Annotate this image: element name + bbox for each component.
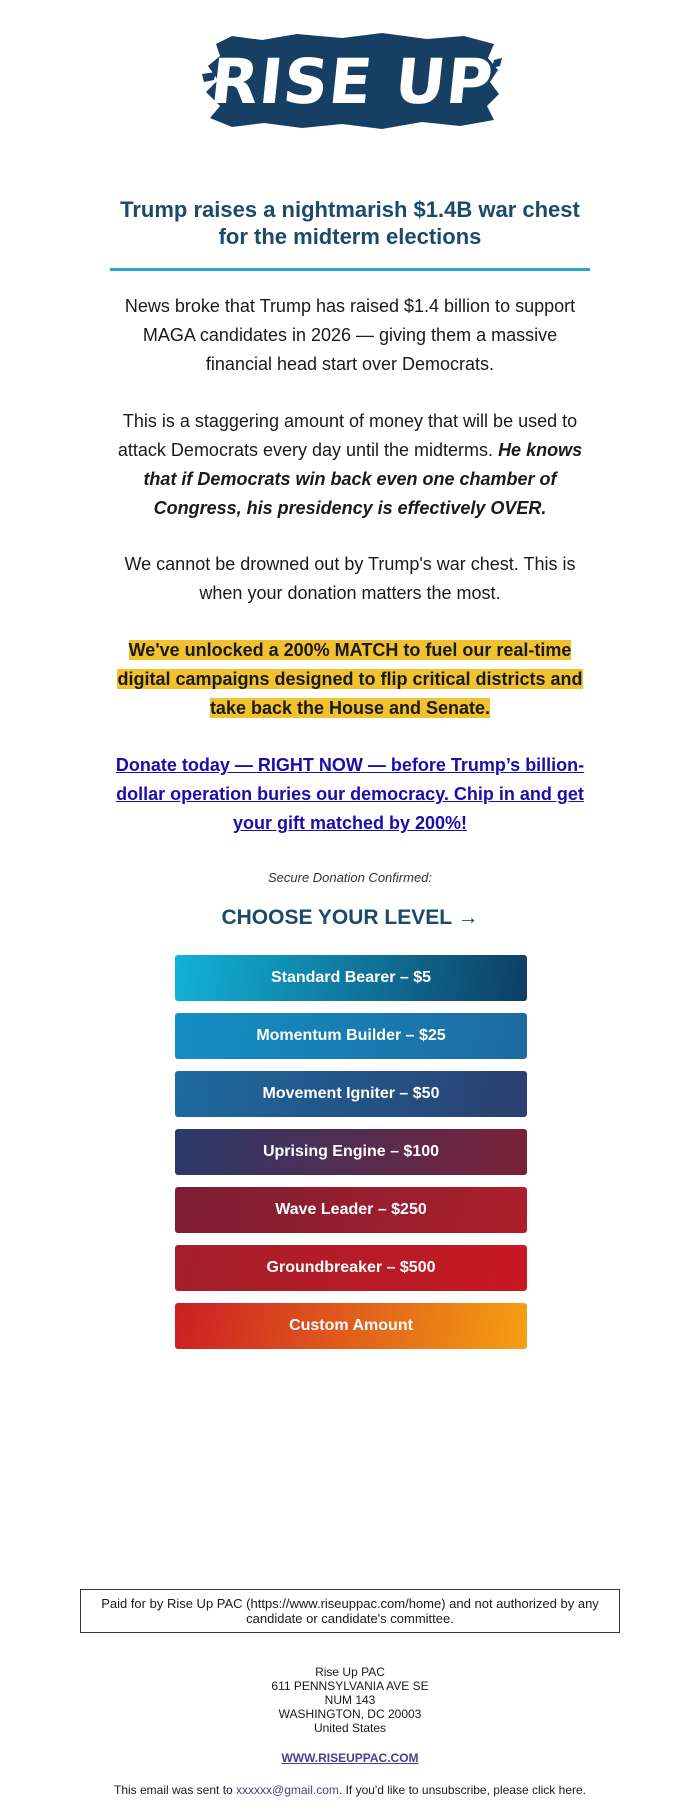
website-link-wrap — [110, 1751, 590, 1765]
choose-level-heading: CHOOSE YOUR LEVEL → — [221, 906, 479, 929]
paragraph-staggering — [110, 407, 590, 523]
address-line: NUM 143 — [324, 1693, 376, 1707]
paragraph-drowned-out: We cannot be drowned out by Trump's war chest. This is when your donation matters the most. — [124, 554, 576, 603]
website-link[interactable]: WWW.RISEUPPAC.COM — [281, 1751, 419, 1765]
match-highlight: We've unlocked a 200% MATCH to fuel our real-time digital campaigns designed to flip critical districts and take back the House and Senate. — [117, 640, 583, 718]
level-button-groundbreaker[interactable]: Groundbreaker – $500 — [175, 1245, 527, 1291]
paragraph-staggering-text: This is a staggering amount of money that will be used to attack Democrats every day until the midterms. — [117, 411, 578, 460]
address-line: Rise Up PAC — [315, 1665, 385, 1679]
level-button-uprising-engine[interactable]: Uprising Engine – $100 — [175, 1129, 527, 1175]
address-line: WASHINGTON, DC 20003 — [278, 1707, 422, 1721]
level-button-movement-igniter[interactable]: Movement Igniter – $50 — [175, 1071, 527, 1117]
logo-text: RISE UP — [207, 44, 497, 118]
paragraph-donate — [110, 751, 590, 838]
address-line: 611 PENNSYLVANIA AVE SE — [271, 1679, 429, 1693]
address-line: United States — [313, 1721, 387, 1735]
donation-levels — [175, 955, 527, 1361]
secure-donation-label: Secure Donation Confirmed: — [267, 870, 433, 885]
paragraph-match — [110, 636, 590, 723]
level-button-standard-bearer[interactable]: Standard Bearer – $5 — [175, 955, 527, 1001]
paragraph-emphasis: He knows that if Democrats win back even one chamber of Congress, his presidency is effectively OVER. — [143, 440, 583, 518]
recipient-email[interactable]: xxxxxx@gmail.com — [236, 1783, 339, 1797]
headline-divider — [110, 268, 590, 271]
headline: Trump raises a nightmarish $1.4B war chest for the midterm elections — [120, 197, 580, 249]
level-button-custom-amount[interactable]: Custom Amount — [175, 1303, 527, 1349]
unsubscribe-suffix[interactable]: . If you'd like to unsubscribe, please click here. — [338, 1783, 586, 1797]
paragraph-news: News broke that Trump has raised $1.4 billion to support MAGA candidates in 2026 — giving them a massive financial head start over Democrats. — [124, 296, 576, 374]
unsubscribe-notice — [60, 1783, 640, 1797]
paid-for-disclaimer: Paid for by Rise Up PAC (https://www.riseuppac.com/home) and not authorized by any candidate or candidate's committee. — [80, 1589, 620, 1633]
mailing-address — [110, 1665, 590, 1735]
rise-up-logo — [202, 30, 502, 132]
unsubscribe-prefix: This email was sent to — [113, 1783, 237, 1797]
level-button-wave-leader[interactable]: Wave Leader – $250 — [175, 1187, 527, 1233]
level-button-momentum-builder[interactable]: Momentum Builder – $25 — [175, 1013, 527, 1059]
donate-now-link[interactable]: Donate today — RIGHT NOW — before Trump’s billion-dollar operation buries our democracy. Chip in and get your gift matched by 200%! — [115, 755, 585, 833]
